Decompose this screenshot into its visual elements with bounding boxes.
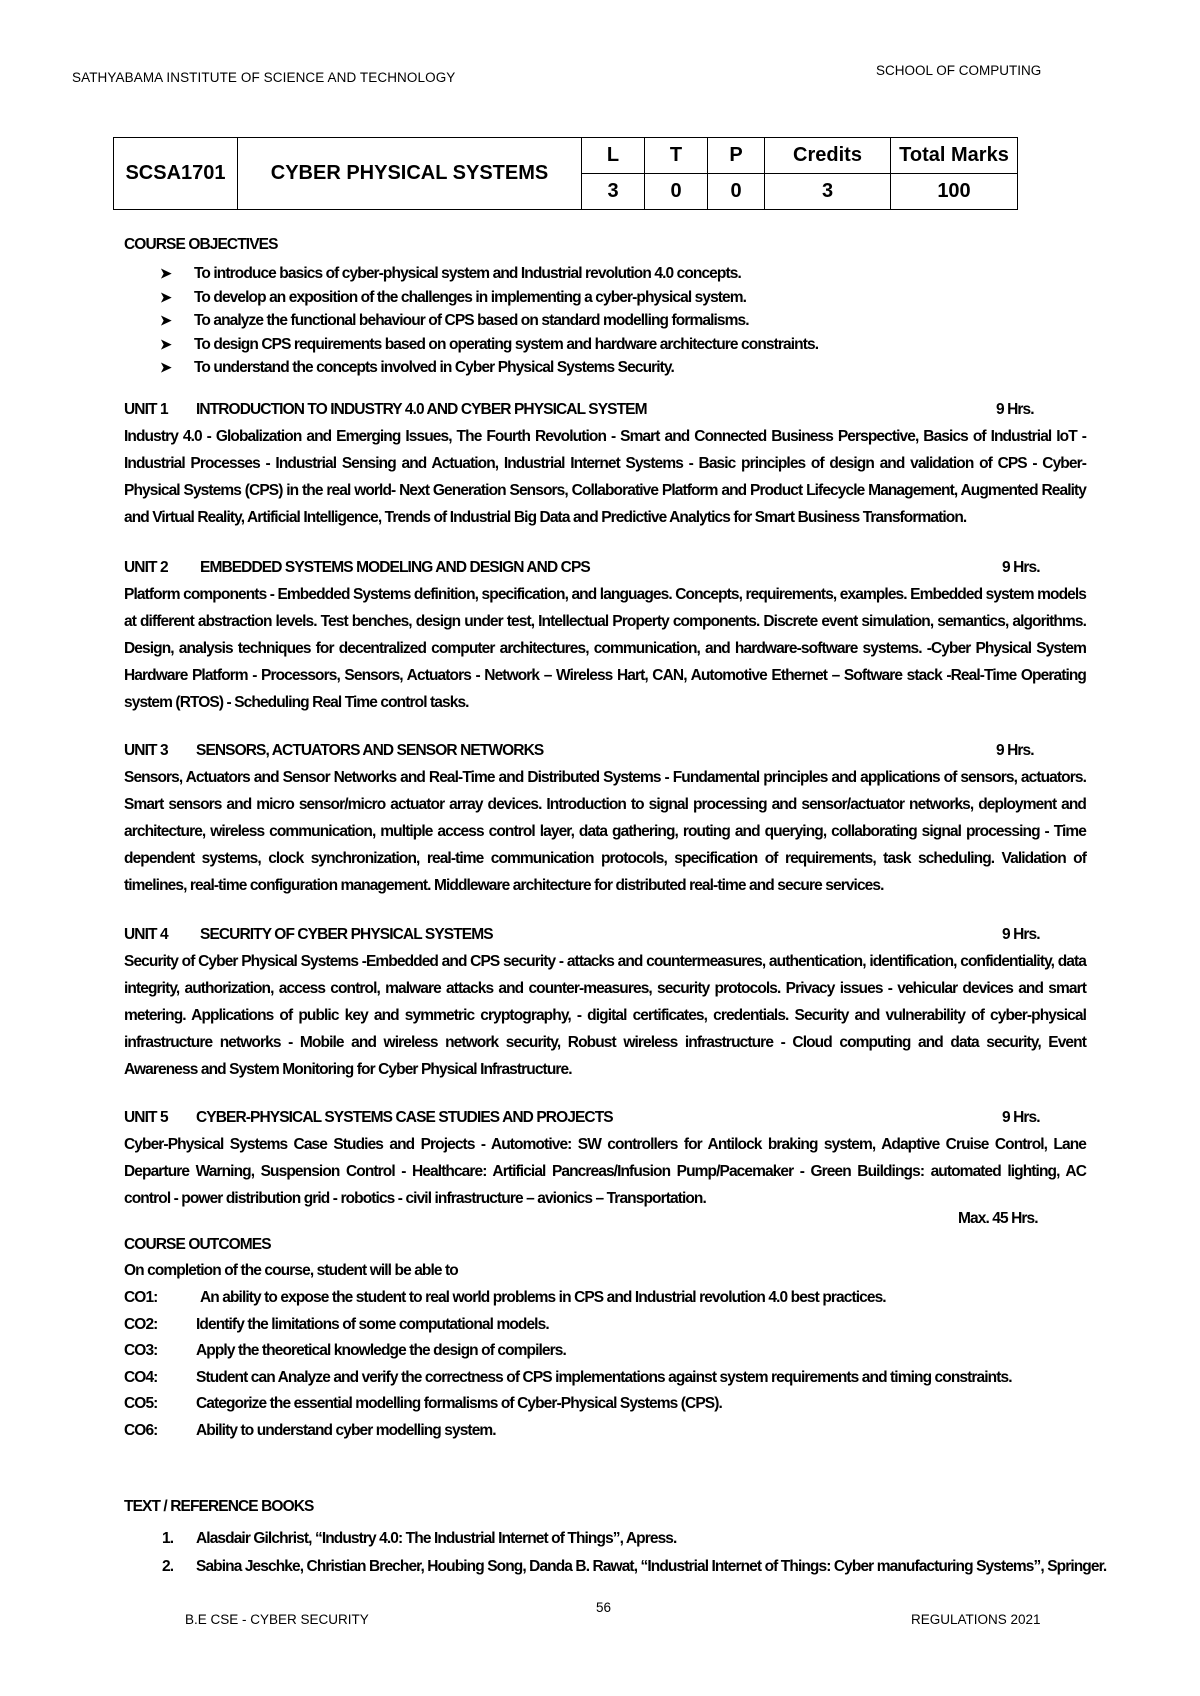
header-total-marks: Total Marks	[891, 138, 1018, 174]
outcomes-intro: On completion of the course, student will be able to	[124, 1262, 458, 1279]
list-item	[124, 1312, 1024, 1339]
unit-heading	[124, 922, 1086, 948]
objective-text: To develop an exposition of the challenges in implementing a cyber-physical system.	[194, 288, 747, 306]
objective-text: To analyze the functional behaviour of CPS based on standard modelling formalisms.	[194, 312, 749, 329]
unit-content: Platform components - Embedded Systems definition, specification, and languages. Concepts, requirements, examples. Embedded system models at different abstraction levels. Test benches, design under test, Intellectual Property components. Discrete event simulation, semantics, algorithms. Design, analysis techniques for decentralized computer architectures, communication, and hardware-software systems. -Cyber Physical System Hardware Platform - Processors, Sensors, Actuators - Network – Wireless Hart, CAN, Automotive Ethernet – Software stack -Real-Time Operating system (RTOS) - Scheduling Real Time control tasks.	[124, 586, 1086, 711]
unit-heading	[124, 1105, 1086, 1131]
outcome-id: CO6:	[124, 1421, 158, 1439]
list-item	[124, 1338, 1024, 1365]
objectives-list	[124, 262, 924, 380]
objective-text: To understand the concepts involved in Cyber Physical Systems Security.	[194, 359, 674, 376]
list-item	[124, 286, 924, 310]
list-item	[124, 262, 924, 286]
objective-text: To design CPS requirements based on operating system and hardware architecture constraints.	[194, 335, 819, 353]
references-list	[124, 1525, 1124, 1581]
value-p: 0	[708, 174, 765, 210]
reference-number: 1.	[162, 1530, 174, 1547]
unit-number: UNIT 3	[124, 742, 168, 759]
arrow-bullet-icon: ➤	[160, 288, 171, 305]
outcomes-list	[124, 1285, 1024, 1444]
unit-number: UNIT 2	[124, 559, 168, 576]
arrow-bullet-icon: ➤	[160, 335, 171, 352]
arrow-bullet-icon: ➤	[160, 265, 171, 281]
course-code: SCSA1701	[114, 138, 238, 210]
unit-hours: 9 Hrs.	[1002, 926, 1040, 943]
unit-hours: 9 Hrs.	[1002, 559, 1040, 576]
unit-content: Industry 4.0 - Globalization and Emerging Issues, The Fourth Revolution - Smart and Connected Business Perspective, Basics of Industrial IoT - Industrial Processes - Industrial Sensing and Actuation, Industrial Internet Systems - Basic principles of design and validation of CPS - Cyber-Physical Systems (CPS) in the real world- Next Generation Sensors, Collaborative Platform and Product Lifecycle Management, Augmented Reality and Virtual Reality, Artificial Intelligence, Trends of Industrial Big Data and Predictive Analytics for Smart Business Transformation.	[124, 428, 1086, 526]
course-info-table	[113, 137, 1018, 210]
outcome-id: CO3:	[124, 1342, 158, 1359]
page-number: 56	[596, 1600, 612, 1615]
list-item	[124, 1525, 1124, 1553]
unit-section	[124, 397, 1086, 531]
value-credits: 3	[765, 174, 891, 210]
value-total-marks: 100	[891, 174, 1018, 210]
unit-title: SECURITY OF CYBER PHYSICAL SYSTEMS	[200, 926, 493, 943]
unit-number: UNIT 1	[124, 401, 168, 418]
header-credits: Credits	[765, 138, 891, 174]
header-t: T	[645, 138, 708, 174]
list-item	[124, 1391, 1024, 1418]
unit-title: CYBER-PHYSICAL SYSTEMS CASE STUDIES AND PROJECTS	[196, 1109, 613, 1126]
outcomes-heading: COURSE OUTCOMES	[124, 1236, 271, 1253]
unit-section	[124, 1105, 1086, 1212]
unit-number: UNIT 5	[124, 1109, 168, 1126]
list-item	[124, 309, 924, 333]
unit-heading	[124, 397, 1086, 423]
unit-section	[124, 922, 1086, 1083]
objectives-heading: COURSE OBJECTIVES	[124, 236, 278, 253]
unit-section	[124, 738, 1086, 899]
list-item	[124, 1418, 1024, 1445]
unit-title: EMBEDDED SYSTEMS MODELING AND DESIGN AND CPS	[200, 559, 590, 576]
header-l: L	[582, 138, 645, 174]
unit-heading	[124, 555, 1086, 581]
unit-number: UNIT 4	[124, 926, 168, 943]
course-title: CYBER PHYSICAL SYSTEMS	[238, 138, 582, 210]
school-name: SCHOOL OF COMPUTING	[876, 63, 1042, 78]
outcome-text: Ability to understand cyber modelling system.	[196, 1421, 496, 1439]
outcome-text: Student can Analyze and verify the correctness of CPS implementations against system requirements and timing constraints.	[196, 1368, 1012, 1386]
value-l: 3	[582, 174, 645, 210]
institute-name: SATHYABAMA INSTITUTE OF SCIENCE AND TECHNOLOGY	[72, 70, 456, 85]
unit-content: Sensors, Actuators and Sensor Networks and Real-Time and Distributed Systems - Fundamental principles and applications of sensors, actuators. Smart sensors and micro sensor/micro actuator array devices. Introduction to signal processing and sensor/actuator networks, deployment and architecture, wireless communication, multiple access control layer, data gathering, routing and querying, collaborating signal processing - Time dependent systems, clock synchronization, real-time communication protocols, specification of requirements, task scheduling. Validation of timelines, real-time configuration management. Middleware architecture for distributed real-time and secure services.	[124, 769, 1086, 894]
list-item	[124, 333, 924, 357]
footer-program: B.E CSE - CYBER SECURITY	[185, 1612, 369, 1627]
unit-section	[124, 555, 1086, 716]
unit-title: INTRODUCTION TO INDUSTRY 4.0 AND CYBER PHYSICAL SYSTEM	[196, 401, 647, 418]
unit-hours: 9 Hrs.	[1002, 1109, 1040, 1126]
list-item	[124, 1285, 1024, 1312]
value-t: 0	[645, 174, 708, 210]
list-item	[124, 356, 924, 380]
outcome-text: Apply the theoretical knowledge the design of compilers.	[196, 1342, 566, 1359]
unit-hours: 9 Hrs.	[996, 401, 1034, 418]
outcome-text: An ability to expose the student to real world problems in CPS and Industrial revolution 4.0 best practices.	[200, 1289, 886, 1306]
arrow-bullet-icon: ➤	[160, 312, 171, 328]
list-item	[124, 1553, 1124, 1581]
outcome-id: CO1:	[124, 1289, 158, 1306]
outcome-id: CO2:	[124, 1315, 158, 1333]
unit-content: Cyber-Physical Systems Case Studies and Projects - Automotive: SW controllers for Antilock braking system, Adaptive Cruise Control, Lane Departure Warning, Suspension Control - Healthcare: Artificial Pancreas/Infusion Pump/Pacemaker - Green Buildings: automated lighting, AC control - power distribution grid - robotics - civil infrastructure – avionics – Transportation.	[124, 1136, 1086, 1207]
reference-number: 2.	[162, 1558, 174, 1575]
objective-text: To introduce basics of cyber-physical system and Industrial revolution 4.0 concepts.	[194, 265, 741, 282]
references-heading: TEXT / REFERENCE BOOKS	[124, 1498, 314, 1515]
unit-heading	[124, 738, 1086, 764]
reference-text: Alasdair Gilchrist, “Industry 4.0: The Industrial Internet of Things”, Apress.	[196, 1530, 677, 1547]
reference-text: Sabina Jeschke, Christian Brecher, Houbing Song, Danda B. Rawat, “Industrial Internet of Things: Cyber manufacturing Systems”, Springer.	[196, 1558, 1107, 1575]
outcome-text: Identify the limitations of some computational models.	[196, 1315, 549, 1333]
arrow-bullet-icon: ➤	[160, 359, 171, 375]
unit-content: Security of Cyber Physical Systems -Embedded and CPS security - attacks and countermeasures, authentication, identification, confidentiality, data integrity, authorization, access control, malware attacks and counter-measures, security protocols. Privacy issues - vehicular devices and smart metering. Applications of public key and symmetric cryptography, - digital certificates, credentials. Security and vulnerability of cyber-physical infrastructure networks - Mobile and wireless network security, Robust wireless infrastructure - Cloud computing and data security, Event Awareness and System Monitoring for Cyber Physical Infrastructure.	[124, 953, 1086, 1078]
outcome-id: CO5:	[124, 1395, 158, 1412]
header-p: P	[708, 138, 765, 174]
footer-regulations: REGULATIONS 2021	[911, 1612, 1041, 1627]
max-hours: Max. 45 Hrs.	[958, 1210, 1038, 1227]
list-item	[124, 1365, 1024, 1392]
outcome-id: CO4:	[124, 1368, 158, 1386]
unit-title: SENSORS, ACTUATORS AND SENSOR NETWORKS	[196, 742, 544, 759]
outcome-text: Categorize the essential modelling formalisms of Cyber-Physical Systems (CPS).	[196, 1395, 722, 1412]
unit-hours: 9 Hrs.	[996, 742, 1034, 759]
